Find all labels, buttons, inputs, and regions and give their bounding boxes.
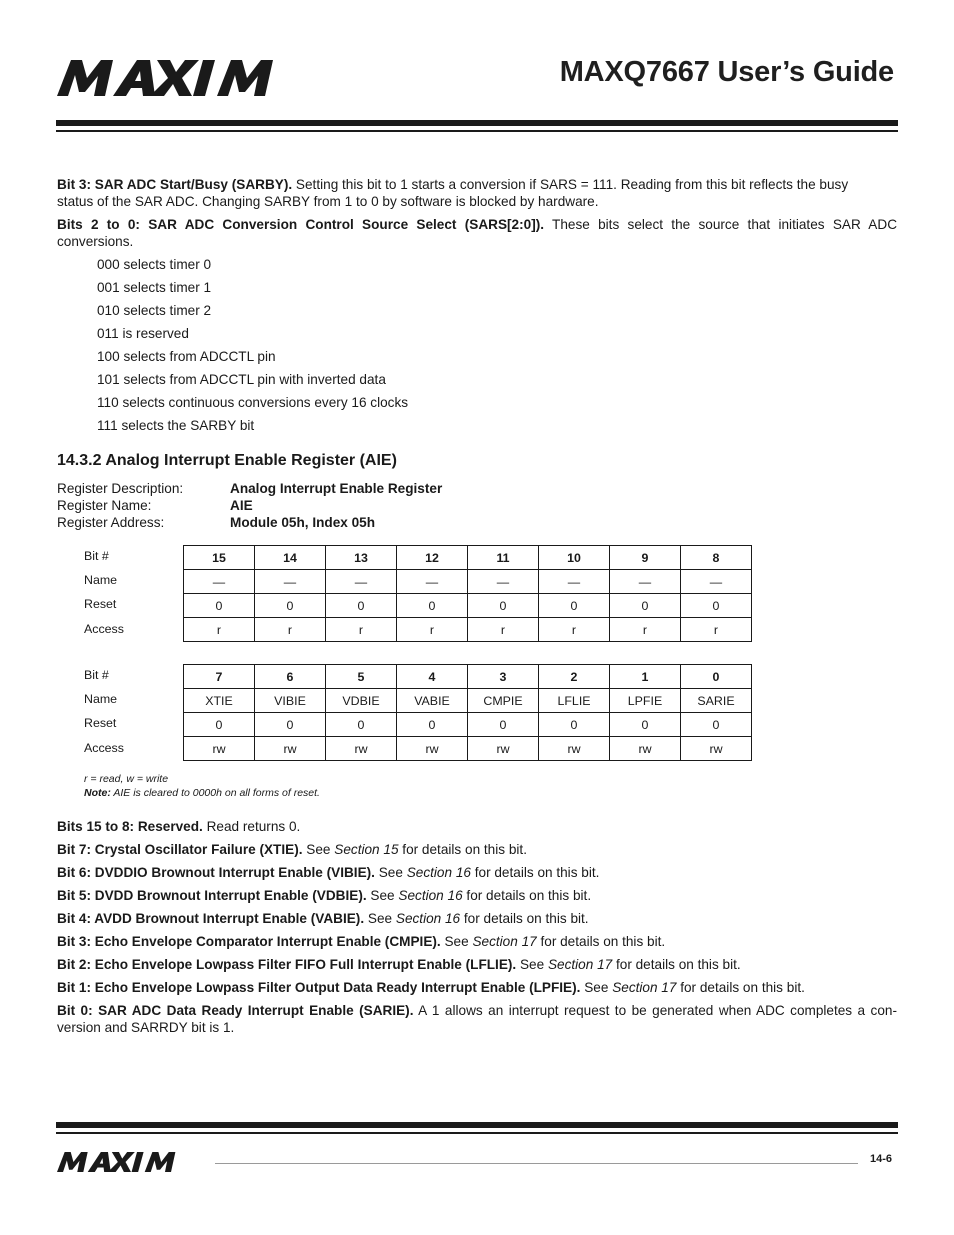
section-reference: Section 17 [547, 957, 613, 972]
bit-number-cell: 4 [397, 665, 468, 689]
bit-number-cell: 7 [184, 665, 255, 689]
bit-description-text: Read returns 0. [202, 819, 301, 834]
bit-name-cell: VDBIE [326, 689, 397, 713]
bit-number-cell: 10 [539, 546, 610, 570]
bit-number-cell: 3 [468, 665, 539, 689]
table-row-reset [184, 594, 752, 618]
sars-option: 010 selects timer 2 [97, 303, 212, 318]
sars-option: 011 is reserved [97, 326, 189, 341]
access-cell: rw [326, 737, 397, 761]
bit-description-lead: Bit 1: Echo Envelope Lowpass Filter Output Data Ready Interrupt Enable (LPFIE). [57, 980, 581, 995]
note-text: AIE is cleared to 0000h on all forms of reset. [110, 787, 320, 799]
access-cell: r [539, 618, 610, 642]
bit-description-text: See [516, 957, 548, 972]
access-legend: r = read, w = write [84, 773, 169, 785]
bit-description-text: for details on this bit. [398, 842, 527, 857]
header-rule-thin [56, 130, 898, 132]
bit-description-text: See [580, 980, 613, 995]
bit-name-cell: LFLIE [539, 689, 610, 713]
row-label-reset: Reset [84, 716, 117, 730]
access-cell: r [255, 618, 326, 642]
sars-option: 000 selects timer 0 [97, 257, 212, 272]
row-label-name: Name [84, 573, 118, 587]
bit-number-cell: 9 [610, 546, 681, 570]
note-label: Note: [84, 787, 111, 799]
bit3-sarby-paragraph [57, 176, 897, 210]
bit3-sarby-text2: status of the SAR ADC. Changing SARBY from 1 to 0 by software is blocked by hardware. [57, 194, 599, 209]
access-cell: r [681, 618, 752, 642]
bit-name-cell: VIBIE [255, 689, 326, 713]
reset-cell: 0 [468, 713, 539, 737]
sars-lead: Bits 2 to 0: SAR ADC Conversion Control Source Select (SARS[2:0]). [57, 217, 545, 232]
sars-paragraph [57, 216, 897, 250]
bit-description-text: See [302, 842, 335, 857]
register-table-high-byte [183, 545, 752, 642]
bit-description-text: See [440, 934, 473, 949]
reset-cell: 0 [326, 594, 397, 618]
maxim-logo [57, 60, 327, 96]
row-label-bit: Bit # [84, 549, 109, 563]
bit-description [57, 887, 897, 904]
bit-description-text: for details on this bit. [676, 980, 805, 995]
bit-description [57, 956, 897, 973]
bit-name-cell: — [468, 570, 539, 594]
register-description-label: Register Description: [57, 481, 184, 496]
bit-description [57, 933, 897, 950]
bit-number-cell: 5 [326, 665, 397, 689]
reset-cell: 0 [681, 713, 752, 737]
bit-description-text: for details on this bit. [612, 957, 741, 972]
bit0-sarie-text2: version and SARRDY bit is 1. [57, 1020, 235, 1035]
register-description-value: Analog Interrupt Enable Register [230, 481, 443, 496]
bit-description [57, 841, 897, 858]
bit-number-cell: 14 [255, 546, 326, 570]
sars-text1: These bits select the source that initiates SAR ADC [544, 217, 898, 232]
header-rule-thick [56, 120, 898, 126]
reset-cell: 0 [539, 594, 610, 618]
bit-description-text: See [364, 911, 396, 926]
register-table-low-byte [183, 664, 752, 761]
bit-name-cell: — [539, 570, 610, 594]
bit3-sarby-lead: Bit 3: SAR ADC Start/Busy (SARBY). [57, 177, 293, 192]
bit-name-cell: — [184, 570, 255, 594]
bit-name-cell: LPFIE [610, 689, 681, 713]
section-reference: Section 16 [398, 888, 463, 903]
table-row-access [184, 737, 752, 761]
sars-option: 001 selects timer 1 [97, 280, 212, 295]
access-cell: r [610, 618, 681, 642]
bit-number-cell: 12 [397, 546, 468, 570]
register-address-value: Module 05h, Index 05h [230, 515, 376, 530]
reset-cell: 0 [539, 713, 610, 737]
reset-cell: 0 [184, 594, 255, 618]
bit-number-cell: 1 [610, 665, 681, 689]
sars-option: 110 selects continuous conversions every 16 clocks [97, 395, 409, 410]
bit-description [57, 979, 897, 996]
table-row-bit-numbers [184, 546, 752, 570]
bit-description-text: for details on this bit. [462, 888, 592, 903]
footer-rule-thin [56, 1132, 898, 1134]
access-cell: rw [397, 737, 468, 761]
bit-description [57, 864, 897, 881]
bit0-sarie-text1: A 1 allows an interrupt request to be generated when ADC completes a con- [413, 1003, 897, 1018]
bit-name-cell: SARIE [681, 689, 752, 713]
bit-name-cell: — [397, 570, 468, 594]
table-row-access [184, 618, 752, 642]
bit-description-lead: Bit 5: DVDD Brownout Interrupt Enable (VDBIE). [57, 888, 367, 903]
reset-cell: 0 [255, 713, 326, 737]
access-cell: r [468, 618, 539, 642]
register-address-label: Register Address: [57, 515, 165, 530]
table-row-bit-numbers [184, 665, 752, 689]
bit-description-text: See [366, 888, 399, 903]
access-cell: rw [681, 737, 752, 761]
document-title: MAXQ7667 User’s Guide [559, 56, 894, 88]
table-row-reset [184, 713, 752, 737]
reset-cell: 0 [184, 713, 255, 737]
access-cell: rw [184, 737, 255, 761]
reset-cell: 0 [397, 594, 468, 618]
bit-number-cell: 8 [681, 546, 752, 570]
reset-note [84, 787, 320, 799]
bit-name-cell: — [610, 570, 681, 594]
section-reference: Section 16 [406, 865, 471, 880]
bit-name-cell: CMPIE [468, 689, 539, 713]
reset-cell: 0 [610, 594, 681, 618]
bit-number-cell: 11 [468, 546, 539, 570]
section-heading: 14.3.2 Analog Interrupt Enable Register (AIE) [57, 452, 397, 469]
bit-description-text: for details on this bit. [460, 911, 589, 926]
sars-text2: conversions. [57, 234, 134, 249]
bit-description [57, 910, 897, 927]
reset-cell: 0 [468, 594, 539, 618]
table-row-names [184, 689, 752, 713]
bit-number-cell: 13 [326, 546, 397, 570]
access-cell: rw [610, 737, 681, 761]
section-reference: Section 17 [612, 980, 677, 995]
bit0-sarie-lead: Bit 0: SAR ADC Data Ready Interrupt Enable (SARIE). [57, 1003, 414, 1018]
access-cell: rw [255, 737, 326, 761]
sars-option: 100 selects from ADCCTL pin [97, 349, 276, 364]
sars-option: 101 selects from ADCCTL pin with inverted data [97, 372, 386, 387]
bit-name-cell: — [326, 570, 397, 594]
access-cell: rw [539, 737, 610, 761]
access-cell: r [326, 618, 397, 642]
bit0-sarie-paragraph [57, 1002, 897, 1036]
reset-cell: 0 [255, 594, 326, 618]
bit-description-lead: Bits 15 to 8: Reserved. [57, 819, 203, 834]
access-cell: rw [468, 737, 539, 761]
reset-cell: 0 [326, 713, 397, 737]
reset-cell: 0 [681, 594, 752, 618]
bit-number-cell: 15 [184, 546, 255, 570]
bit-number-cell: 2 [539, 665, 610, 689]
register-name-label: Register Name: [57, 498, 152, 513]
bit-description [57, 818, 897, 835]
bit-description-text: for details on this bit. [470, 865, 600, 880]
row-label-name: Name [84, 692, 118, 706]
bit-number-cell: 0 [681, 665, 752, 689]
section-reference: Section 17 [472, 934, 537, 949]
row-label-access: Access [84, 622, 124, 636]
sars-option: 111 selects the SARBY bit [97, 418, 255, 433]
bit-number-cell: 6 [255, 665, 326, 689]
reset-cell: 0 [397, 713, 468, 737]
row-label-reset: Reset [84, 597, 117, 611]
section-reference: Section 16 [395, 911, 461, 926]
footer-divider [215, 1163, 858, 1164]
bit-description-text: See [374, 865, 407, 880]
section-reference: Section 15 [334, 842, 399, 857]
footer-rule-thick [56, 1122, 898, 1128]
register-name-value: AIE [230, 498, 253, 513]
maxim-footer-logo [57, 1152, 205, 1172]
table-row-names [184, 570, 752, 594]
access-cell: r [184, 618, 255, 642]
bit-name-cell: — [681, 570, 752, 594]
bit-description-lead: Bit 4: AVDD Brownout Interrupt Enable (VABIE). [57, 911, 365, 926]
bit-description-lead: Bit 6: DVDDIO Brownout Interrupt Enable (VIBIE). [57, 865, 375, 880]
bit3-sarby-text1: Setting this bit to 1 starts a conversion if SARS = 111. Reading from this bit reflects the busy [292, 177, 849, 192]
row-label-access: Access [84, 741, 124, 755]
bit-name-cell: XTIE [184, 689, 255, 713]
bit-description-text: for details on this bit. [536, 934, 666, 949]
bit-description-lead: Bit 3: Echo Envelope Comparator Interrupt Enable (CMPIE). [57, 934, 441, 949]
bit-description-lead: Bit 7: Crystal Oscillator Failure (XTIE). [57, 842, 303, 857]
bit-description-lead: Bit 2: Echo Envelope Lowpass Filter FIFO Full Interrupt Enable (LFLIE). [57, 957, 517, 972]
reset-cell: 0 [610, 713, 681, 737]
row-label-bit: Bit # [84, 668, 109, 682]
bit-name-cell: VABIE [397, 689, 468, 713]
bit-name-cell: — [255, 570, 326, 594]
page-number: 14-6 [870, 1153, 893, 1165]
access-cell: r [397, 618, 468, 642]
